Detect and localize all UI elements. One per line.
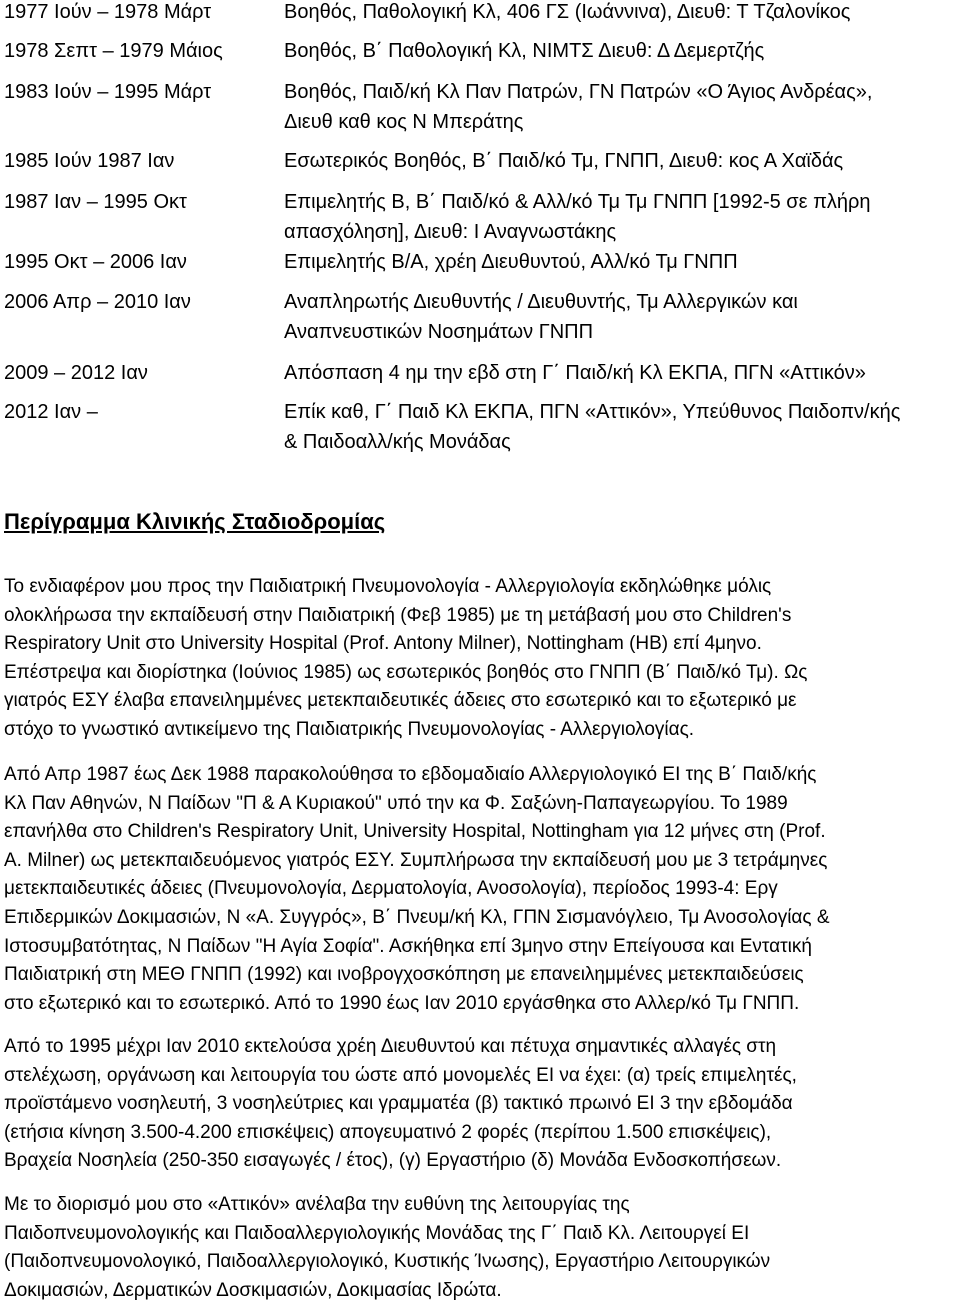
paragraph-line: στόχο το γνωστικό αντικείμενο της Παιδιατρικής Πνευμονολογίας - Αλλεργιολογίας. <box>4 718 695 740</box>
cv-period: 2006 Απρ – 2010 Ιαν <box>4 291 191 313</box>
paragraph-line: Respiratory Unit στο University Hospital (Prof. Antony Milner), Nottingham (ΗΒ) επί 4μηνο. <box>4 633 762 655</box>
paragraph-line: A. Milner) ως μετεκπαιδευόμενος γιατρός ΕΣΥ. Συμπλήρωσα την εκπαίδευσή μου με 3 τετράμηνες <box>4 849 828 871</box>
cv-period: 1995 Οκτ – 2006 Ιαν <box>4 251 187 273</box>
paragraph-line: (Παιδοπνευμονολογικό, Παιδοαλλεργιολογικό, Κυστικής Ίνωσης), Εργαστήριο Λειτουργικών <box>4 1251 771 1273</box>
paragraph-line: ολοκλήρωσα την εκπαίδευσή στην Παιδιατρική (Φεβ 1985) με τη μετάβασή μου στο Children's <box>4 604 792 626</box>
paragraph <box>4 573 960 745</box>
cv-description-line: Βοηθός, Β΄ Παθολογική Κλ, ΝΙΜΤΣ Διευθ: Δ Δεμερτζής <box>284 40 765 62</box>
cv-description <box>284 0 960 27</box>
cv-description <box>284 187 960 247</box>
cv-period: 1987 Ιαν – 1995 Οκτ <box>4 191 187 213</box>
paragraph-line: Επιδερμικών Δοκιμασιών, Ν «Α. Συγγρός», Β΄ Πνευμ/κή Κλ, ΓΠΝ Σισμανόγλειο, Τμ Ανοσολογίας & <box>4 906 830 928</box>
paragraph <box>4 761 960 1018</box>
cv-description <box>284 287 960 347</box>
paragraph-line: στελέχωση, οργάνωση και λειτουργία του ώστε από μονομελές ΕΙ να έχει: (α) τρείς επιμελητές, <box>4 1064 797 1086</box>
paragraph-line: Δοκιμασιών, Δερματικών Δοσκιμασιών, Δοκιμασίας Ιδρώτα. <box>4 1279 502 1301</box>
paragraph-line: επανήλθα στο Children's Respiratory Unit, University Hospital, Nottingham για 12 μήνες στη (Prof. <box>4 821 826 843</box>
cv-description-line: Διευθ καθ κος Ν Μπεράτης <box>284 111 524 133</box>
paragraph-line: Από Απρ 1987 έως Δεκ 1988 παρακολούθησα το εβδομαδιαίο Αλλεργιολογικό ΕΙ της Β΄ Παιδ/κής <box>4 764 817 785</box>
paragraph-line: γιατρός ΕΣΥ έλαβα επανειλημμένες μετεκπαιδευτικές άδειες στο εσωτερικό και το εξωτερικό με <box>4 690 797 712</box>
paragraph-line: Παιδιατρική στη ΜΕΘ ΓΝΠΠ (1992) και ινοβρογχοσκόπηση με επανειλημμένες μετεκπαιδεύσεις <box>4 964 804 986</box>
cv-description <box>284 36 960 66</box>
paragraph-line: Με το διορισμό μου στο «Αττικόν» ανέλαβα την ευθύνη της λειτουργίας της <box>4 1194 630 1215</box>
paragraph-line: Ιστοσυμβατότητας, Ν Παίδων "Η Αγία Σοφία". Ασκήθηκα επί 3μηνο στην Επείγουσα και Εντατική <box>4 935 812 957</box>
paragraph-line: Το ενδιαφέρον μου προς την Παιδιατρική Πνευμονολογία - Αλλεργιολογία εκδηλώθηκε μόλις <box>4 576 772 597</box>
cv-description-line: Βοηθός, Παθολογική Κλ, 406 ΓΣ (Ιωάννινα), Διευθ: Τ Τζαλονίκος <box>284 1 851 23</box>
cv-description <box>284 247 960 277</box>
cv-description <box>284 397 960 457</box>
paragraph-line: Κλ Παν Αθηνών, Ν Παίδων "Π & Α Κυριακού" υπό την κα Φ. Σαξώνη-Παπαγεωργίου. Το 1989 <box>4 792 788 814</box>
cv-description-line: Επίκ καθ, Γ΄ Παιδ Κλ ΕΚΠΑ, ΠΓΝ «Αττικόν», Υπεύθυνος Παιδοπν/κής <box>284 401 901 423</box>
cv-description-line: & Παιδοαλλ/κής Μονάδας <box>284 431 511 453</box>
paragraph <box>4 1033 960 1176</box>
cv-period: 2012 Ιαν – <box>4 401 98 423</box>
cv-description-line: Επιμελητής Β/Α, χρέη Διευθυντού, Αλλ/κό Τμ ΓΝΠΠ <box>284 251 738 273</box>
cv-description <box>284 77 960 137</box>
paragraph-line: (ετήσια κίνηση 3.500-4.200 επισκέψεις) απογευματινό 2 φορές (περίπου 1.500 επισκέψεις), <box>4 1121 772 1143</box>
cv-description-line: Επιμελητής Β, Β΄ Παιδ/κό & Αλλ/κό Τμ Τμ ΓΝΠΠ [1992-5 σε πλήρη <box>284 191 871 213</box>
section-heading: Περίγραμμα Κλινικής Σταδιοδρομίας <box>4 509 386 534</box>
cv-description-line: Αναπνευστικών Νοσημάτων ΓΝΠΠ <box>284 321 594 343</box>
paragraph-line: Παιδοπνευμονολογικής και Παιδοαλλεργιολογικής Μονάδας της Γ΄ Παιδ Κλ. Λειτουργεί ΕΙ <box>4 1222 750 1244</box>
cv-period: 2009 – 2012 Ιαν <box>4 362 148 384</box>
cv-period: 1977 Ιούν – 1978 Μάρτ <box>4 1 212 23</box>
paragraph-line: μετεκπαιδευτικές άδειες (Πνευμονολογία, Δερματολογία, Ανοσολογία), περίοδος 1993-4: Εργ <box>4 878 778 900</box>
paragraph-line: Από το 1995 μέχρι Ιαν 2010 εκτελούσα χρέη Διευθυντού και πέτυχα σημαντικές αλλαγές στη <box>4 1036 777 1057</box>
paragraph-line: προϊστάμενο νοσηλευτή, 3 νοσηλεύτριες και γραμματέα (β) τακτικό πρωινό ΕΙ 3 την εβδομάδα <box>4 1093 793 1115</box>
paragraph-line: στο εξωτερικό και το εσωτερικό. Από το 1990 έως Ιαν 2010 εργάσθηκα στο Αλλερ/κό Τμ ΓΝΠΠ. <box>4 992 800 1014</box>
cv-period: 1978 Σεπτ – 1979 Μάιος <box>4 40 223 62</box>
cv-description-line: Βοηθός, Παιδ/κή Κλ Παν Πατρών, ΓΝ Πατρών «Ο Άγιος Ανδρέας», <box>284 81 873 103</box>
cv-description-line: Απόσπαση 4 ημ την εβδ στη Γ΄ Παιδ/κή Κλ ΕΚΠΑ, ΠΓΝ «Αττικόν» <box>284 362 866 384</box>
cv-period: 1985 Ιούν 1987 Ιαν <box>4 150 175 172</box>
cv-description <box>284 146 960 176</box>
cv-description-line: Αναπληρωτής Διευθυντής / Διευθυντής, Τμ Αλλεργικών και <box>284 291 798 313</box>
paragraph <box>4 1191 960 1305</box>
cv-description-line: Εσωτερικός Βοηθός, Β΄ Παιδ/κό Τμ, ΓΝΠΠ, Διευθ: κος Α Χαϊδάς <box>284 150 844 172</box>
cv-period: 1983 Ιούν – 1995 Μάρτ <box>4 81 212 103</box>
cv-description <box>284 358 960 388</box>
cv-description-line: απασχόληση], Διευθ: Ι Αναγνωστάκης <box>284 221 617 243</box>
paragraph-line: Βραχεία Νοσηλεία (250-350 εισαγωγές / έτος), (γ) Εργαστήριο (δ) Μονάδα Ενδοσκοπήσεων. <box>4 1150 782 1172</box>
paragraph-line: Επέστρεψα και διορίστηκα (Ιούνιος 1985) ως εσωτερικός βοηθός στο ΓΝΠΠ (Β΄ Παιδ/κό Τμ). Ως <box>4 661 808 683</box>
